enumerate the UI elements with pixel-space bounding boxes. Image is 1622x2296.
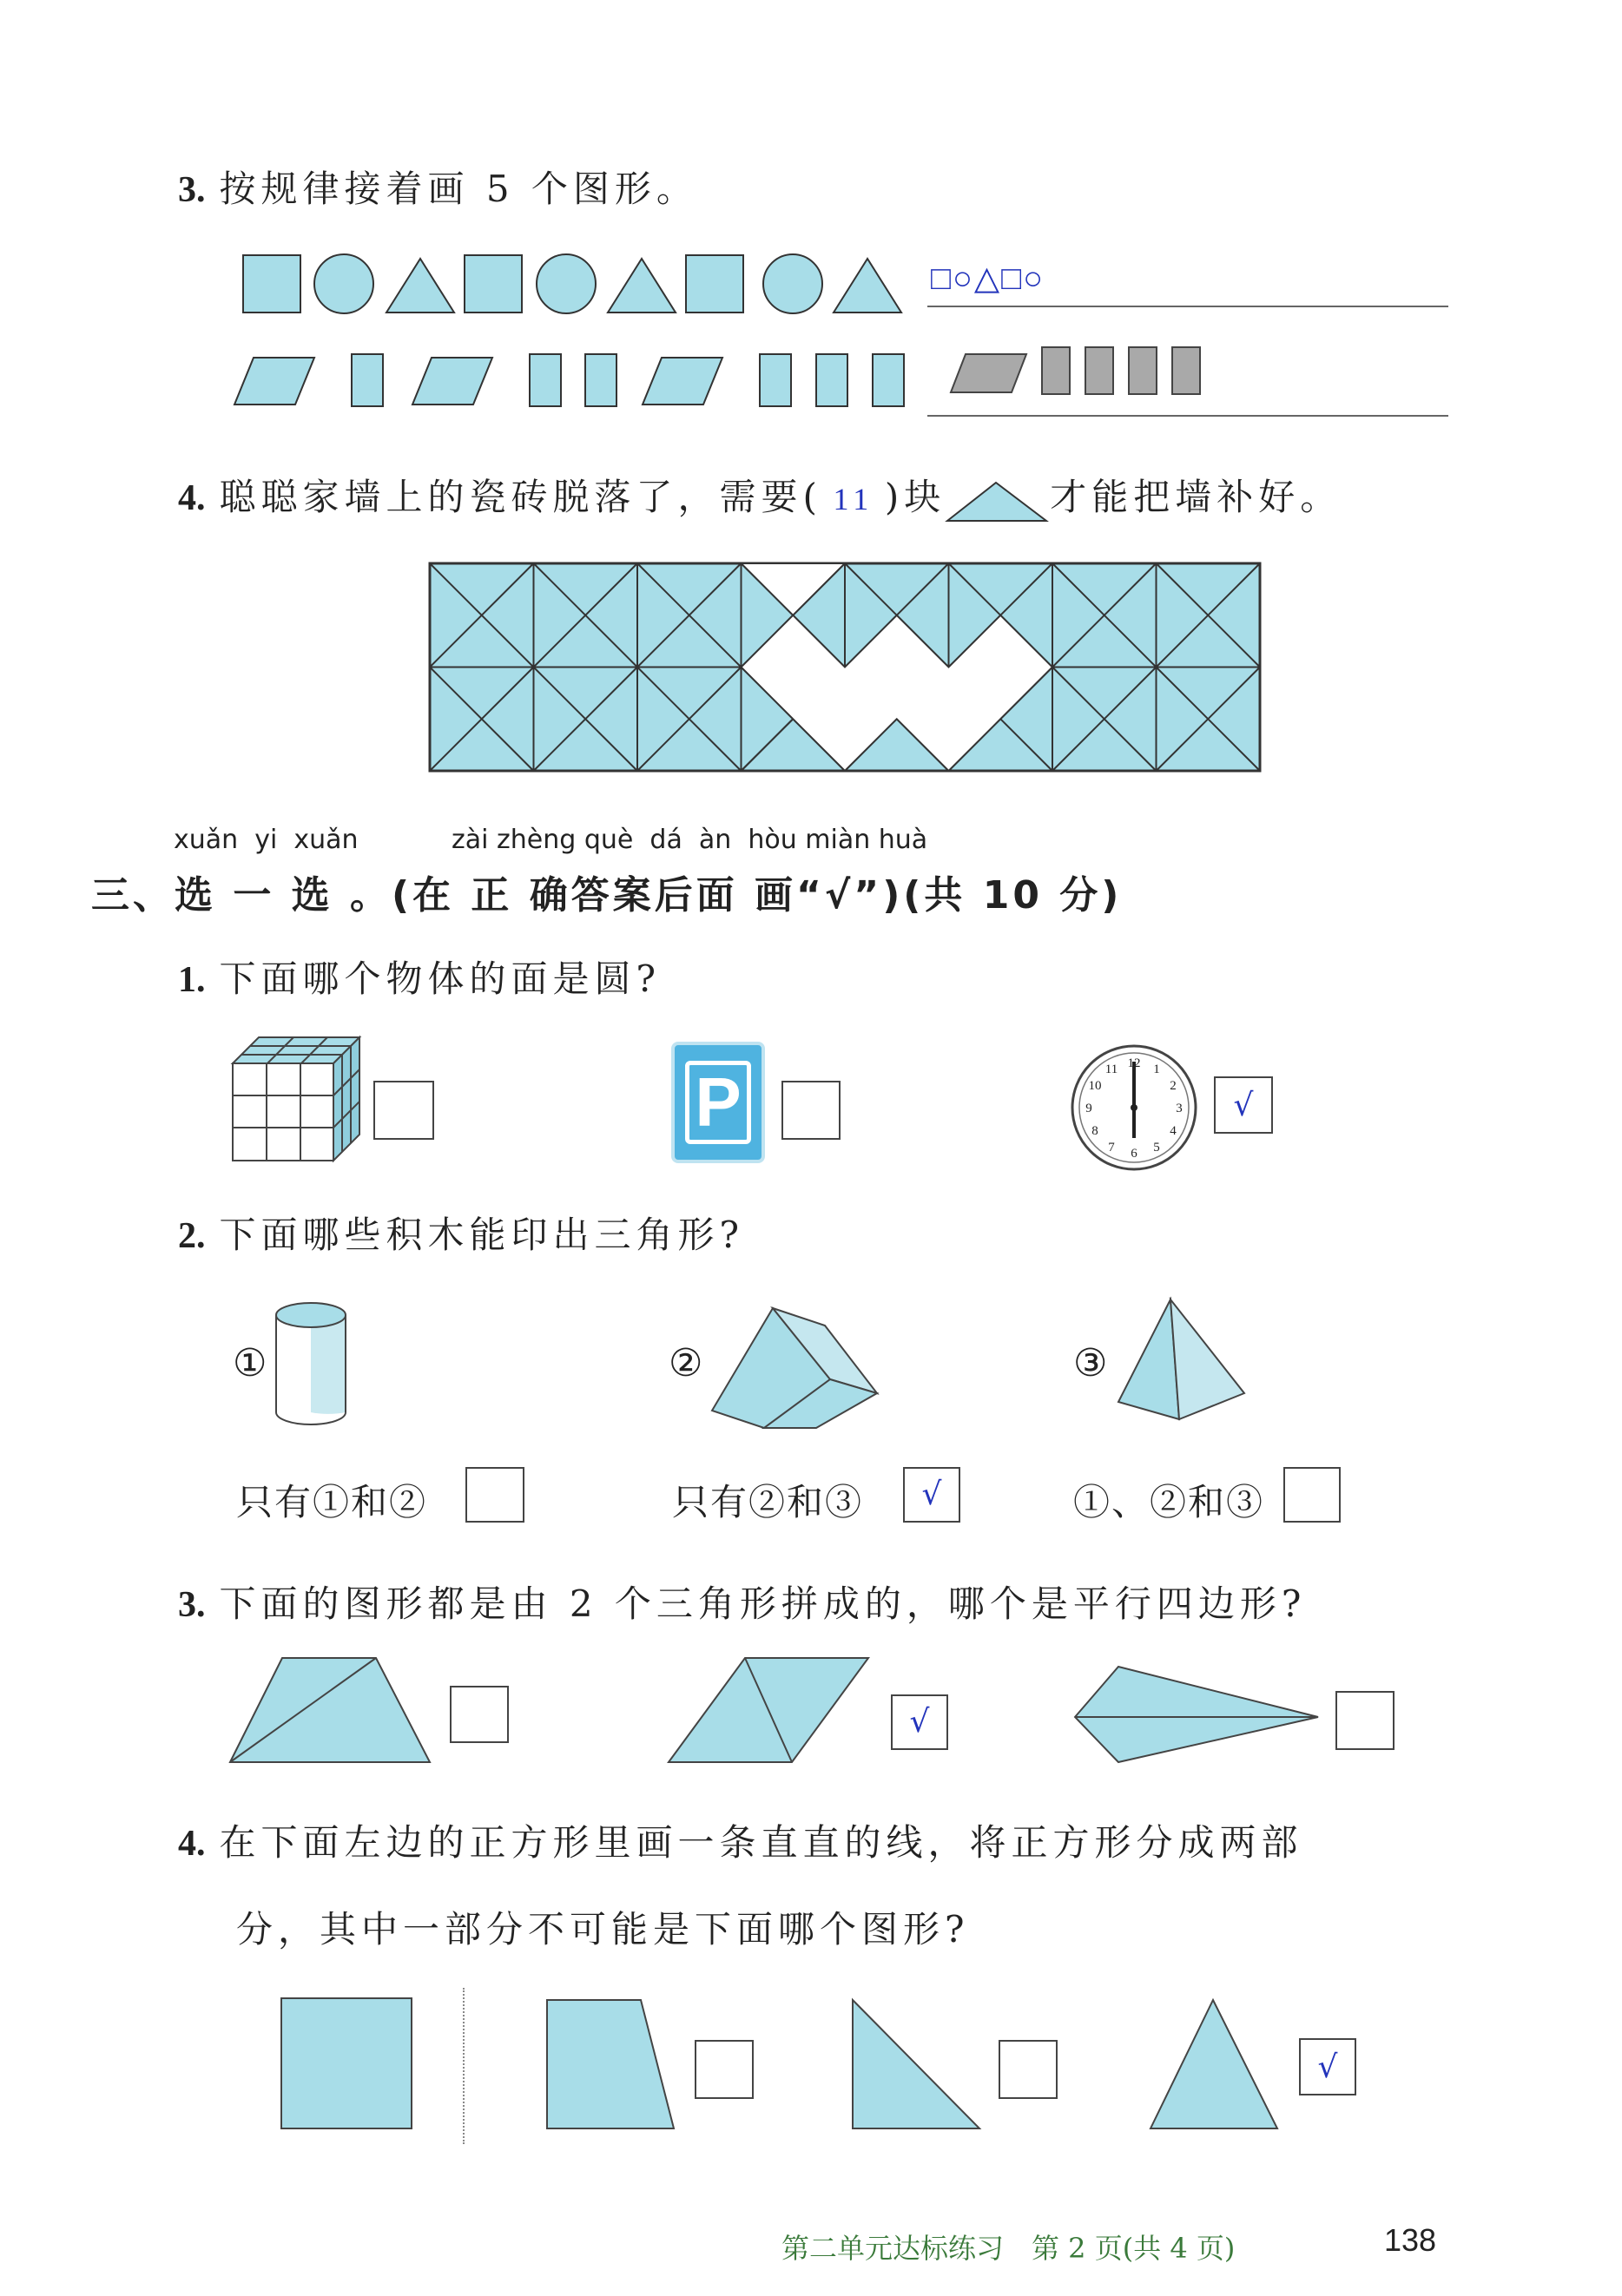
rubiks-cube-icon <box>233 1037 363 1168</box>
s1-box-1[interactable] <box>373 1081 434 1140</box>
clock-numeral: 6 <box>1131 1147 1137 1161</box>
pattern-parallelogram <box>643 358 722 405</box>
pattern-square <box>465 255 522 312</box>
pattern-parallelogram <box>234 358 314 405</box>
s4-isosceles-triangle <box>1149 1998 1288 2137</box>
s2-option-1: 只有①和② <box>236 1481 428 1523</box>
q4-text-mid: )块 <box>884 476 946 518</box>
pattern-square <box>243 255 300 312</box>
clock-numeral: 2 <box>1170 1079 1177 1093</box>
s2-box-3[interactable] <box>1283 1467 1341 1523</box>
s2-prompt <box>178 1207 744 1259</box>
parking-sign-letter: P <box>685 1061 751 1144</box>
s3-text: 下面的图形都是由 2 个三角形拼成的，哪个是平行四边形? <box>219 1582 1307 1625</box>
s3-shape-parallelogram <box>669 1656 877 1769</box>
pattern-triangle <box>386 259 454 312</box>
pyramid-block <box>1118 1298 1257 1428</box>
s2-box-1[interactable] <box>465 1467 524 1523</box>
pattern-rect <box>816 354 847 406</box>
clock-numeral: 12 <box>1127 1056 1141 1070</box>
s4-text-line2: 分，其中一部分不可能是下面哪个图形? <box>236 1908 970 1951</box>
footer-text: 第二单元达标练习 第 2 页(共 4 页) <box>781 2232 1236 2265</box>
q4-text-after: 才能把墙补好。 <box>1050 476 1342 518</box>
section3-title: 三、选 一 选 。(在 正 确答案后面 画“√”)(共 10 分) <box>91 873 1123 918</box>
s3-shape-trapezoid <box>230 1656 438 1769</box>
s4-check: √ <box>1317 2049 1338 2085</box>
pattern-triangle <box>834 259 901 312</box>
pattern-rect <box>352 354 383 406</box>
s4-box-2[interactable] <box>999 2040 1058 2099</box>
s2-label-1: ① <box>233 1341 267 1385</box>
s1-text: 下面哪个物体的面是圆? <box>219 957 662 1000</box>
q3-number: 3. <box>178 170 206 210</box>
s2-label-3: ③ <box>1073 1341 1108 1385</box>
s4-box-3[interactable] <box>1299 2038 1356 2095</box>
q4-number: 4. <box>178 478 206 518</box>
answer-rect <box>1172 347 1200 394</box>
answer-rect <box>1042 347 1070 394</box>
s2-check: √ <box>921 1477 942 1512</box>
q4-text-before: 聪聪家墙上的瓷砖脱落了，需要( <box>219 476 822 518</box>
clock-numeral: 9 <box>1085 1102 1092 1115</box>
s2-option-2: 只有②和③ <box>672 1481 864 1523</box>
tile-wall <box>429 562 1261 771</box>
s1-box-2[interactable] <box>781 1081 841 1140</box>
pattern-circle <box>314 254 373 313</box>
prism-block <box>712 1306 886 1437</box>
pattern-circle <box>763 254 822 313</box>
s3-box-2[interactable] <box>891 1694 948 1750</box>
s2-option-3: ①、②和③ <box>1073 1481 1265 1523</box>
s2-text: 下面哪些积木能印出三角形? <box>219 1214 745 1256</box>
s1-box-3[interactable] <box>1214 1076 1273 1134</box>
clock-numeral: 8 <box>1091 1124 1098 1138</box>
answer-parallelogram <box>951 354 1026 392</box>
pattern-rect <box>585 354 616 406</box>
pattern-rect <box>873 354 904 406</box>
section3-pinyin-a: xuǎn yi xuǎn <box>174 825 359 855</box>
q3-answer-line2 <box>927 415 1448 417</box>
answer-rect <box>1129 347 1157 394</box>
s3-check: √ <box>909 1704 930 1740</box>
clock-numeral: 11 <box>1104 1062 1118 1076</box>
parking-sign-icon <box>671 1042 765 1163</box>
s3-number: 3. <box>178 1585 206 1625</box>
s4-prompt-line1 <box>178 1814 1303 1866</box>
q4-triangle-icon <box>946 479 1050 521</box>
q3-pattern-row2 <box>234 347 1450 417</box>
clock-numeral: 3 <box>1176 1102 1183 1115</box>
s4-text-line1: 在下面左边的正方形里画一条直直的线，将正方形分成两部 <box>219 1821 1303 1864</box>
pattern-rect <box>760 354 791 406</box>
pattern-square <box>686 255 743 312</box>
q4-answer: 11 <box>833 482 874 516</box>
answer-rect <box>1085 347 1113 394</box>
s4-box-1[interactable] <box>695 2040 754 2099</box>
clock-numeral: 1 <box>1153 1062 1160 1076</box>
q3-answer-row1: □○△□○ <box>931 260 1045 297</box>
s1-prompt <box>178 951 661 1003</box>
clock-icon <box>1071 1044 1201 1174</box>
q3-answer-line1 <box>927 306 1448 307</box>
clock-numeral: 5 <box>1153 1141 1160 1155</box>
pattern-parallelogram <box>412 358 492 405</box>
s4-square <box>280 1997 419 2135</box>
pattern-rect <box>530 354 561 406</box>
s3-shape-kite <box>1075 1665 1327 1778</box>
q3-prompt <box>178 161 698 213</box>
s4-right-triangle <box>851 1998 990 2137</box>
s3-box-3[interactable] <box>1335 1691 1395 1750</box>
s4-number: 4. <box>178 1824 206 1864</box>
s3-box-1[interactable] <box>450 1686 509 1743</box>
cylinder-block <box>274 1298 353 1428</box>
s4-trapezoid <box>545 1998 684 2137</box>
s1-number: 1. <box>178 960 206 1000</box>
clock-numeral: 7 <box>1108 1141 1115 1155</box>
s2-box-2[interactable] <box>903 1467 960 1523</box>
s2-label-2: ② <box>669 1341 703 1385</box>
q4-prompt <box>178 469 1342 521</box>
clock-numeral: 10 <box>1088 1079 1102 1093</box>
clock-numeral: 4 <box>1170 1124 1177 1138</box>
s2-number: 2. <box>178 1216 206 1256</box>
pattern-triangle <box>608 259 676 312</box>
pattern-circle <box>537 254 596 313</box>
q3-text: 按规律接着画 5 个图形。 <box>219 168 698 210</box>
section3-pinyin-b: zài zhèng què dá àn hòu miàn huà <box>452 825 928 855</box>
page-number: 138 <box>1384 2222 1437 2258</box>
s3-prompt <box>178 1576 1306 1628</box>
s4-divider <box>463 1988 465 2144</box>
s1-check: √ <box>1233 1088 1254 1123</box>
